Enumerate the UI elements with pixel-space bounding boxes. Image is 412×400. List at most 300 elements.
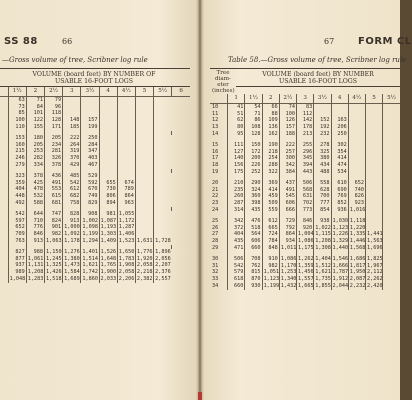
volume-cell: 101	[26, 110, 44, 117]
volume-cell	[135, 162, 153, 169]
volume-cell: 63	[8, 96, 26, 103]
volume-cell: 302	[331, 142, 348, 149]
diameter-cell: 20	[212, 179, 219, 186]
volume-cell: 558	[314, 180, 331, 187]
volume-cell	[154, 186, 172, 193]
volume-cell: 398	[245, 200, 262, 207]
volume-cell	[348, 162, 365, 169]
volume-cell	[314, 111, 331, 118]
diameter-label-line3: eter	[217, 82, 229, 88]
table-row	[0, 148, 190, 155]
diameter-cell: 10	[212, 103, 219, 110]
book-spine	[196, 0, 204, 400]
volume-cell: 628	[314, 187, 331, 194]
volume-cell: 80	[228, 124, 245, 131]
volume-cell: 403	[81, 155, 99, 162]
volume-cell	[135, 180, 153, 187]
right-page	[206, 0, 412, 400]
volume-cell: 1,150	[45, 248, 62, 255]
diameter-cell	[0, 124, 8, 131]
volume-cell: 436	[44, 173, 62, 180]
volume-cell: 1,253	[280, 269, 297, 276]
log-count-column-header: 4½	[117, 87, 135, 96]
volume-cell	[383, 276, 400, 283]
volume-cell: 122	[26, 117, 44, 124]
volume-cell: 448	[8, 193, 26, 200]
volume-cell: 1,262	[298, 255, 314, 262]
volume-cell	[117, 96, 135, 103]
volume-cell: 700	[314, 193, 331, 200]
volume-cell: 1,446	[349, 238, 366, 245]
volume-cell: 708	[245, 256, 262, 263]
volume-cell: 199	[81, 124, 99, 131]
diameter-cell	[0, 238, 8, 245]
volume-cell: 724	[262, 231, 279, 238]
volume-cell	[365, 169, 382, 176]
volume-cell	[63, 110, 81, 117]
volume-cell	[154, 162, 172, 169]
diameter-cell	[0, 110, 8, 117]
volume-cell	[383, 218, 400, 225]
volume-cell	[135, 135, 153, 142]
volume-cell: 1,303	[100, 231, 117, 238]
volume-cell	[154, 104, 172, 111]
diameter-cell	[0, 104, 8, 111]
log-count-column-header: 4	[99, 87, 117, 96]
diameter-cell: 19	[212, 168, 219, 175]
volume-cell: 474	[331, 162, 348, 169]
volume-cell: 982	[44, 231, 62, 238]
volume-cell: 155	[26, 124, 44, 131]
table-row	[210, 238, 400, 245]
volume-cell: 1,276	[64, 248, 80, 255]
volume-cell: 1,092	[64, 231, 80, 238]
diameter-cell: 30	[212, 255, 219, 262]
right-running-head: FORM CL	[358, 36, 412, 47]
table-row	[0, 193, 190, 200]
table-row	[0, 110, 190, 117]
volume-cell: 79	[44, 96, 62, 103]
volume-cell	[365, 124, 382, 131]
left-volume-table	[0, 87, 190, 283]
volume-cell	[383, 131, 400, 138]
volume-cell	[81, 104, 99, 111]
volume-cell	[99, 155, 117, 162]
volume-cell	[99, 110, 117, 117]
volume-cell: 2,262	[366, 276, 383, 283]
volume-cell	[117, 155, 135, 162]
volume-cell	[348, 155, 365, 162]
diameter-cell	[0, 186, 8, 193]
left-running-head: SS 88	[4, 36, 38, 47]
volume-cell	[383, 155, 400, 162]
volume-cell: 769	[331, 193, 348, 200]
volume-cell: 1,908	[118, 262, 135, 269]
volume-cell: 666	[279, 207, 296, 214]
table-row	[210, 124, 400, 131]
volume-cell: 222	[63, 135, 81, 142]
volume-cell	[154, 218, 172, 225]
diameter-cell: 34	[212, 282, 219, 289]
diameter-cell	[0, 211, 8, 218]
volume-cell: 372	[228, 225, 245, 232]
left-page	[0, 0, 194, 400]
volume-cell: 1,199	[263, 282, 280, 289]
volume-cell	[135, 173, 153, 180]
diameter-cell	[0, 276, 8, 283]
volume-cell: 1,022	[315, 224, 331, 231]
table-row	[210, 149, 400, 156]
volume-cell: 644	[26, 211, 44, 218]
volume-cell: 1,648	[100, 255, 117, 262]
table-row	[0, 249, 190, 256]
volume-cell	[365, 131, 382, 138]
volume-cell: 709	[8, 231, 26, 238]
volume-cell	[99, 104, 117, 111]
volume-cell: 1,226	[332, 231, 349, 238]
volume-cell	[117, 148, 135, 155]
volume-cell: 1,817	[349, 262, 366, 269]
volume-cell: 85	[8, 110, 26, 117]
table-row	[210, 200, 400, 207]
volume-cell: 218	[262, 149, 279, 156]
volume-cell: 1,514	[82, 255, 98, 262]
volume-cell: 828	[63, 211, 81, 218]
volume-cell: 200	[245, 155, 262, 162]
volume-cell	[314, 103, 331, 110]
volume-cell	[383, 187, 400, 194]
volume-cell: 930	[245, 283, 262, 290]
volume-cell	[365, 218, 382, 225]
volume-cell: 2,087	[349, 276, 366, 283]
volume-cell	[383, 142, 400, 149]
volume-cell: 404	[228, 231, 245, 238]
volume-cell	[348, 103, 365, 110]
volume-cell	[135, 211, 153, 218]
volume-cell: 345	[297, 155, 314, 162]
volume-cell: 127	[228, 149, 245, 156]
volume-cell: 205	[26, 142, 44, 149]
volume-cell: 264	[63, 142, 81, 149]
table-row	[0, 96, 190, 103]
volume-cell	[117, 110, 135, 117]
table-row	[0, 211, 190, 218]
diameter-cell	[0, 231, 8, 238]
volume-cell: 506	[297, 180, 314, 187]
volume-cell: 660	[228, 283, 245, 290]
volume-cell	[383, 162, 400, 169]
volume-cell: 136	[262, 124, 279, 131]
volume-cell	[117, 104, 135, 111]
volume-cell: 1,000	[64, 224, 80, 231]
volume-cell	[348, 124, 365, 131]
diameter-cell: 21	[212, 186, 219, 193]
volume-cell: 185	[63, 124, 81, 131]
volume-cell: 360	[245, 193, 262, 200]
volume-cell: 1,696	[366, 244, 383, 251]
volume-cell	[117, 162, 135, 169]
table-row	[210, 207, 400, 214]
diameter-cell	[0, 249, 8, 256]
volume-cell: 488	[314, 169, 331, 176]
volume-cell: 1,855	[315, 282, 331, 289]
volume-cell: 1,011	[280, 244, 297, 251]
volume-cell: 71	[245, 111, 262, 118]
volume-cell: 877	[8, 256, 26, 263]
volume-cell	[135, 218, 153, 225]
volume-cell: 2,218	[136, 269, 153, 276]
volume-cell: 1,172	[118, 217, 135, 224]
volume-cell: 296	[297, 149, 314, 156]
table-row	[0, 104, 190, 111]
diameter-label-line2: diam-	[215, 76, 231, 82]
volume-cell: 848	[262, 245, 279, 252]
volume-cell	[154, 148, 172, 155]
volume-cell: 610	[331, 180, 348, 187]
volume-cell	[135, 96, 153, 103]
table-row	[210, 283, 400, 290]
log-count-column-header: 5	[135, 87, 153, 96]
volume-cell: 1,621	[82, 262, 98, 269]
volume-cell: 710	[26, 218, 44, 225]
volume-cell: 252	[245, 169, 262, 176]
volume-cell: 126	[279, 117, 296, 124]
volume-cell: 1,787	[332, 269, 349, 276]
volume-cell	[348, 149, 365, 156]
volume-cell: 95	[228, 131, 245, 138]
volume-cell	[383, 169, 400, 176]
volume-cell: 1,568	[349, 244, 366, 251]
volume-cell: 518	[245, 225, 262, 232]
volume-cell: 215	[8, 148, 26, 155]
diameter-cell: 11	[212, 110, 219, 117]
volume-cell: 414	[331, 155, 348, 162]
volume-cell	[365, 117, 382, 124]
volume-cell	[135, 200, 153, 207]
volume-cell	[99, 135, 117, 142]
volume-cell: 870	[245, 276, 262, 283]
table-row	[210, 218, 400, 225]
ribbon-bookmark	[198, 392, 202, 400]
volume-cell: 901	[44, 224, 62, 231]
volume-cell: 758	[63, 200, 81, 207]
volume-cell: 300	[279, 155, 296, 162]
volume-cell: 730	[99, 186, 117, 193]
volume-cell: 118	[44, 110, 62, 117]
volume-cell	[348, 142, 365, 149]
volume-cell: 1,208	[27, 269, 44, 276]
table-row	[0, 124, 190, 131]
volume-cell: 255	[297, 142, 314, 149]
volume-cell: 652	[348, 180, 365, 187]
volume-cell	[365, 103, 382, 110]
volume-cell	[365, 207, 382, 214]
volume-cell: 163	[331, 117, 348, 124]
log-count-column-header: 3	[297, 94, 314, 103]
log-count-column-header: 1	[228, 94, 245, 103]
volume-cell: 864	[279, 231, 296, 238]
left-table-heading-line1: VOLUME (board feet) BY NUMBER OF	[32, 71, 156, 78]
volume-cell: 2,232	[349, 282, 366, 289]
volume-cell	[348, 111, 365, 118]
volume-cell: 854	[314, 207, 331, 214]
volume-cell: 1,016	[349, 206, 366, 213]
volume-cell	[383, 200, 400, 207]
right-heading-rule	[236, 86, 400, 87]
volume-cell: 1,004	[298, 231, 314, 238]
volume-cell: 96	[44, 104, 62, 111]
volume-cell: 1,409	[100, 237, 117, 244]
right-volume-table	[210, 94, 400, 290]
volume-cell: 1,783	[118, 255, 135, 262]
table-row	[210, 187, 400, 194]
volume-cell: 434	[314, 162, 331, 169]
table-row	[210, 225, 400, 232]
volume-cell	[383, 117, 400, 124]
volume-cell: 150	[245, 142, 262, 149]
volume-cell: 846	[297, 218, 314, 225]
volume-cell: 1,283	[27, 275, 44, 282]
volume-cell: 1,086	[298, 238, 314, 245]
volume-cell: 1,063	[45, 237, 62, 244]
volume-cell: 1,329	[332, 238, 349, 245]
volume-cell: 404	[8, 186, 26, 193]
volume-cell	[365, 225, 382, 232]
log-count-column-header: 3	[63, 87, 81, 96]
volume-cell	[383, 180, 400, 187]
diameter-cell	[0, 162, 8, 169]
volume-cell: 491	[44, 180, 62, 187]
volume-cell	[99, 162, 117, 169]
volume-cell: 1,473	[64, 262, 80, 269]
diameter-cell: 26	[212, 224, 219, 231]
volume-cell: 2,206	[118, 275, 135, 282]
volume-cell: 542	[63, 180, 81, 187]
volume-cell	[135, 117, 153, 124]
volume-cell: 326	[44, 155, 62, 162]
volume-cell: 279	[8, 162, 26, 169]
volume-cell	[154, 124, 172, 131]
volume-cell: 1,967	[366, 262, 383, 269]
table-row	[0, 173, 190, 180]
volume-cell: 246	[8, 155, 26, 162]
table-row	[210, 117, 400, 124]
volume-cell: 747	[44, 211, 62, 218]
volume-cell: 1,098	[82, 224, 98, 231]
volume-cell: 670	[81, 186, 99, 193]
table-row	[0, 155, 190, 162]
volume-cell: 172	[245, 149, 262, 156]
volume-cell: 1,115	[315, 231, 331, 238]
diameter-cell: 24	[212, 206, 219, 213]
volume-cell	[383, 283, 400, 290]
volume-cell: 559	[262, 207, 279, 214]
right-column-header-row	[210, 94, 400, 103]
volume-cell	[348, 169, 365, 176]
log-count-column-header: 5	[365, 94, 382, 103]
volume-cell: 282	[26, 155, 44, 162]
spacer-cell	[172, 131, 190, 135]
volume-cell: 459	[262, 193, 279, 200]
volume-cell: 612	[63, 186, 81, 193]
volume-cell: 110	[8, 124, 26, 131]
right-table-heading-line1: VOLUME (board feet) BY NUMBER	[262, 71, 374, 78]
volume-cell: 157	[81, 117, 99, 124]
volume-cell: 652	[8, 224, 26, 231]
diameter-cell	[0, 218, 8, 225]
diameter-cell: 18	[212, 162, 219, 169]
volume-cell	[365, 200, 382, 207]
table-row	[0, 180, 190, 187]
volume-cell: 1,563	[366, 238, 383, 245]
volume-cell: 612	[262, 218, 279, 225]
left-table-caption: —Gross volume of tree, Scribner log rule	[2, 56, 148, 64]
volume-cell: 982	[262, 263, 279, 270]
volume-cell	[154, 173, 172, 180]
tree-diameter-label	[212, 70, 234, 94]
volume-cell: 829	[81, 200, 99, 207]
table-row	[210, 256, 400, 263]
volume-cell	[331, 111, 348, 118]
right-page-number: 67	[324, 37, 335, 46]
table-row	[210, 231, 400, 238]
volume-cell: 1,825	[366, 255, 383, 262]
volume-cell	[365, 180, 382, 187]
volume-cell: 152	[314, 117, 331, 124]
volume-cell: 1,650	[118, 248, 135, 255]
volume-cell: 606	[279, 200, 296, 207]
volume-cell	[99, 148, 117, 155]
diameter-cell	[0, 155, 8, 162]
volume-cell	[365, 155, 382, 162]
volume-cell: 762	[245, 263, 262, 270]
left-table-heading	[4, 71, 184, 85]
volume-cell: 1,325	[45, 262, 62, 269]
volume-cell: 222	[279, 142, 296, 149]
volume-cell	[99, 96, 117, 103]
volume-cell: 378	[44, 162, 62, 169]
volume-cell	[365, 193, 382, 200]
volume-cell: 435	[228, 238, 245, 245]
volume-cell: 2,382	[136, 275, 153, 282]
diameter-cell: 12	[212, 117, 219, 124]
volume-cell: 41	[228, 103, 245, 110]
left-table-heading-line2: USABLE 16-FOOT LOGS	[55, 78, 133, 85]
diameter-cell	[0, 148, 8, 155]
volume-cell	[99, 173, 117, 180]
volume-cell: 1,546	[332, 255, 349, 262]
volume-cell: 128	[245, 131, 262, 138]
volume-cell: 109	[262, 117, 279, 124]
volume-cell: 492	[8, 200, 26, 207]
volume-cell: 1,401	[82, 248, 98, 255]
diameter-cell: 23	[212, 200, 219, 207]
volume-cell: 913	[63, 218, 81, 225]
table-row	[0, 200, 190, 207]
volume-cell: 763	[8, 238, 26, 245]
table-row	[210, 162, 400, 169]
diameter-cell: 28	[212, 238, 219, 245]
volume-cell: 981	[99, 211, 117, 218]
volume-cell	[331, 103, 348, 110]
volume-cell: 1,220	[349, 224, 366, 231]
volume-cell: 579	[228, 269, 245, 276]
volume-cell: 1,584	[64, 269, 80, 276]
diameter-cell	[0, 135, 8, 142]
volume-cell: 378	[26, 173, 44, 180]
diameter-cell	[0, 224, 8, 231]
volume-cell: 1,404	[315, 255, 331, 262]
